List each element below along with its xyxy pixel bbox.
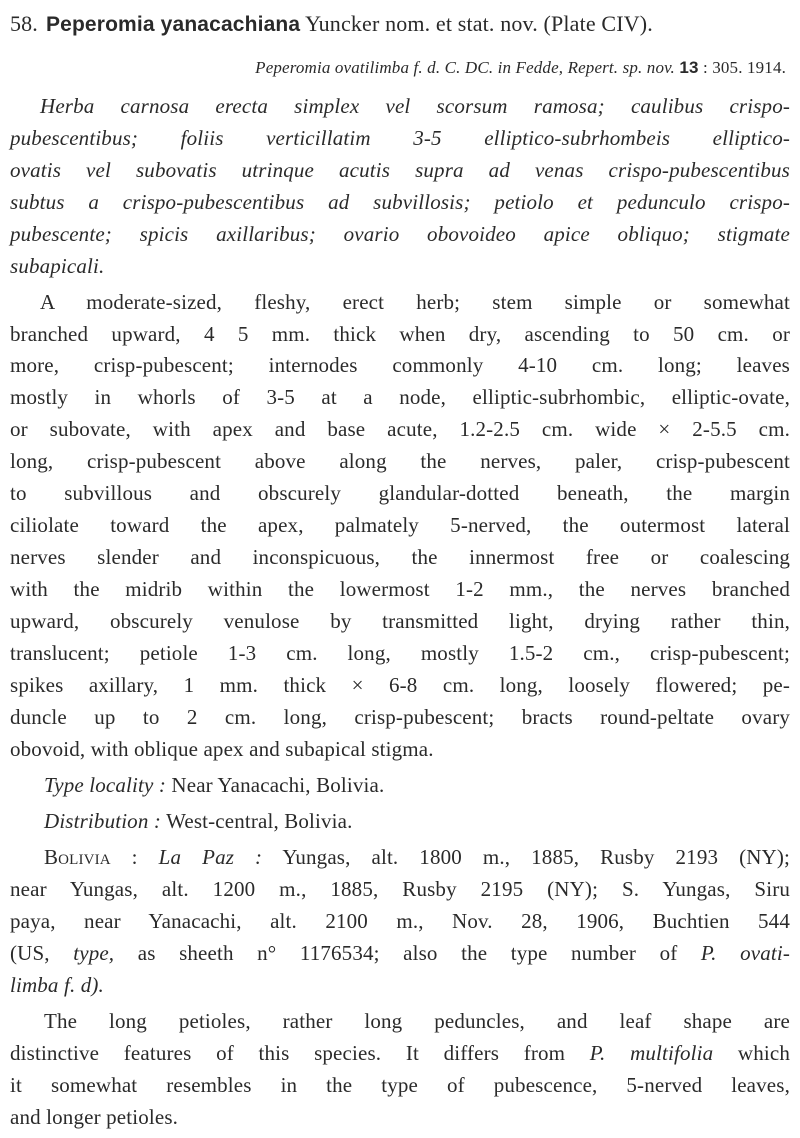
specimen-line: limba f. d). [10, 973, 104, 997]
species-authority: Yuncker nom. et stat. nov. (Plate CIV). [305, 11, 653, 36]
description-line: to subvillous and obscurely glandular-dotted beneath, the margin [10, 481, 790, 505]
description-line: mostly in whorls of 3-5 at a node, elliptic-subrhombic, elliptic-ovate, [10, 385, 790, 409]
description-line: spikes axillary, 1 mm. thick × 6-8 cm. long, loosely flowered; pe- [10, 673, 790, 697]
specimen-line [44, 843, 790, 871]
latin-line: Herba carnosa erecta simplex vel scorsum ramosa; caulibus crispo- [40, 94, 790, 118]
description-line: upward, obscurely venulose by transmitted light, drying rather thin, [10, 609, 790, 633]
description-line: duncle up to 2 cm. long, crisp-pubescent; bracts round-peltate ovary [10, 705, 790, 729]
distribution-label: Distribution : [44, 809, 162, 833]
description-line: translucent; petiole 1-3 cm. long, mostly 1.5-2 cm., crisp-pubescent; [10, 641, 790, 665]
species-name: Peperomia yanacachiana [45, 13, 301, 36]
description-line: nerves slender and inconspicuous, the innermost free or coalescing [10, 545, 790, 569]
description-line: long, crisp-pubescent above along the nerves, paler, crisp-pubescent [10, 449, 790, 473]
latin-line: ovatis vel subovatis utrinque acutis supra ad venas crispo-pubescentibus [10, 158, 790, 182]
discussion-species-ref: P. multifolia [589, 1041, 714, 1065]
discussion-text: distinctive features of this species. It differs from [10, 1041, 566, 1065]
species-number: 58. [10, 11, 38, 36]
latin-line: subtus a crispo-pubescentibus ad subvillosis; petiolo et pedunculo crispo- [10, 190, 790, 214]
specimen-line: paya, near Yanacachi, alt. 2100 m., Nov. 28, 1906, Buchtien 544 [10, 909, 790, 933]
description-line: with the midrib within the lowermost 1-2 mm., the nerves branched [10, 577, 790, 601]
specimen-line [10, 939, 790, 967]
latin-line: subapicali. [10, 254, 105, 278]
discussion-text: which [737, 1041, 790, 1065]
distribution-value: West-central, Bolivia. [166, 809, 353, 833]
distribution [44, 807, 790, 835]
latin-line: pubescentibus; foliis verticillatim 3-5 elliptico-subrhombeis elliptico- [10, 126, 790, 150]
discussion-line [10, 1039, 790, 1067]
discussion-line: The long petioles, rather long peduncles, and leaf shape are [44, 1009, 790, 1033]
species-heading [10, 10, 790, 39]
description-line: obovoid, with oblique apex and subapical stigma. [10, 737, 434, 761]
synonym-name: Peperomia ovatilimba f. d. C. DC. in Fedde, Repert. sp. nov. [255, 58, 675, 77]
specimen-type-word: type, [73, 941, 115, 965]
type-locality-value: Near Yanacachi, Bolivia. [171, 773, 385, 797]
specimen-text: as sheeth n° 1176534; also the type number of [137, 941, 678, 965]
type-locality [44, 771, 790, 799]
synonym-volume: 13 [679, 58, 699, 77]
specimen-country: Bolivia : [44, 845, 138, 869]
description-line: branched upward, 4 5 mm. thick when dry, ascending to 50 cm. or [10, 322, 790, 346]
discussion-line: it somewhat resembles in the type of pubescence, 5-nerved leaves, [10, 1073, 790, 1097]
latin-line: pubescente; spicis axillaribus; ovario obovoideo apice obliquo; stigmate [10, 222, 790, 246]
synonym-page-year: : 305. 1914. [702, 58, 786, 77]
discussion-line: and longer petioles. [10, 1105, 179, 1129]
description-line: ciliolate toward the apex, palmately 5-nerved, the outermost lateral [10, 513, 790, 537]
specimen-species-ref: P. ovati- [700, 941, 790, 965]
type-locality-label: Type locality : [44, 773, 166, 797]
specimen-region: La Paz : [158, 845, 263, 869]
description-line: A moderate-sized, fleshy, erect herb; stem simple or somewhat [40, 290, 790, 314]
description-line: more, crisp-pubescent; internodes commonly 4-10 cm. long; leaves [10, 353, 790, 377]
synonym-citation [255, 54, 786, 82]
description-line: or subovate, with apex and base acute, 1.2-2.5 cm. wide × 2-5.5 cm. [10, 417, 790, 441]
specimen-text: (US, [10, 941, 50, 965]
specimen-text: Yungas, alt. 1800 m., 1885, Rusby 2193 (NY); [282, 845, 791, 869]
specimen-line: near Yungas, alt. 1200 m., 1885, Rusby 2195 (NY); S. Yungas, Siru [10, 877, 790, 901]
